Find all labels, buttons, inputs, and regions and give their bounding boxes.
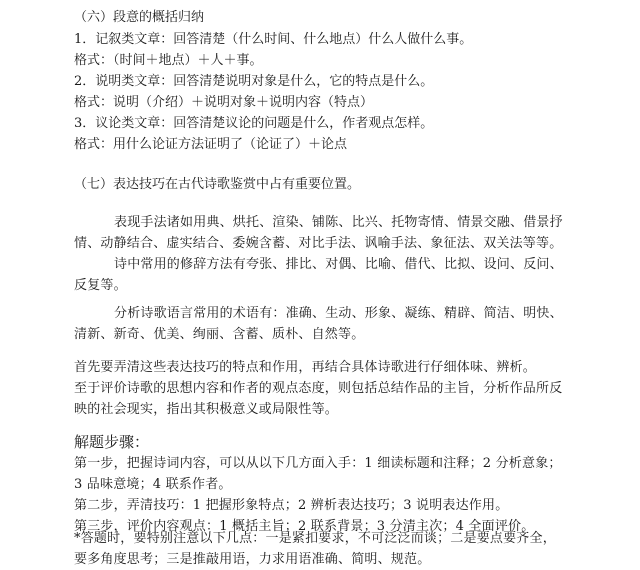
answer-note: *答题时，要特别注意以下几点：一是紧扣要求，不可泛泛而谈；二是要点要齐全，要多角度思考；三是推敲用语，力求用语准确、简明、规范。: [74, 531, 556, 567]
item2-expository: 2．说明类文章：回答清楚说明对象是什么，它的特点是什么。: [74, 74, 434, 89]
item1-narrative: 1．记叙类文章：回答清楚（什么时间、什么地点）什么人做什么事。: [74, 32, 473, 47]
format2: 格式：说明（介绍）＋说明对象＋说明内容（特点）: [74, 95, 374, 110]
paragraph-evaluate-content: 至于评价诗歌的思想内容和作者的观点态度，则包括总结作品的主旨，分析作品所反映的社会现实，指出其积极意义或局限性等。: [74, 381, 563, 417]
item3-argumentative: 3．议论类文章：回答清楚议论的问题是什么，作者观点怎样。: [74, 116, 434, 131]
step-one: 第一步，把握诗词内容，可以从以下几方面入手：1 细读标题和注释；2 分析意象；3 品味意境；4 联系作者。: [74, 456, 562, 492]
paragraph-first-understand: 首先要弄清这些表达技巧的特点和作用，再结合具体诗歌进行仔细体味、辨析。: [74, 360, 537, 375]
section6-title: （六）段意的概括归纳: [74, 10, 205, 25]
paragraph-expression-techniques: 表现手法诸如用典、烘托、渲染、铺陈、比兴、托物寄情、情景交融、借景抒情、动静结合、虚实结合、委婉含蓄、对比手法、讽喻手法、象征法、双关法等等。: [74, 215, 563, 251]
paragraph-rhetoric-methods: 诗中常用的修辞方法有夸张、排比、对偶、比喻、借代、比拟、设问、反问、反复等。: [74, 257, 563, 293]
section7-title: （七）表达技巧在古代诗歌鉴赏中占有重要位置。: [74, 177, 361, 192]
step-three: 第三步，评价内容观点：1 概括主旨；2 联系背景；3 分清主次；4 全面评价。: [74, 519, 535, 534]
steps-heading: 解题步骤：: [74, 433, 150, 451]
paragraph-language-terms: 分析诗歌语言常用的术语有：准确、生动、形象、凝练、精辟、简洁、明快、清新、新奇、优美、绚丽、含蓄、质朴、自然等。: [74, 306, 563, 342]
step-two: 第二步，弄清技巧：1 把握形象特点；2 辨析表达技巧；3 说明表达作用。: [74, 498, 509, 513]
format1: 格式：（时间＋地点）＋人＋事。: [74, 53, 263, 68]
format3: 格式：用什么论证方法证明了（论证了）＋论点: [74, 137, 348, 152]
